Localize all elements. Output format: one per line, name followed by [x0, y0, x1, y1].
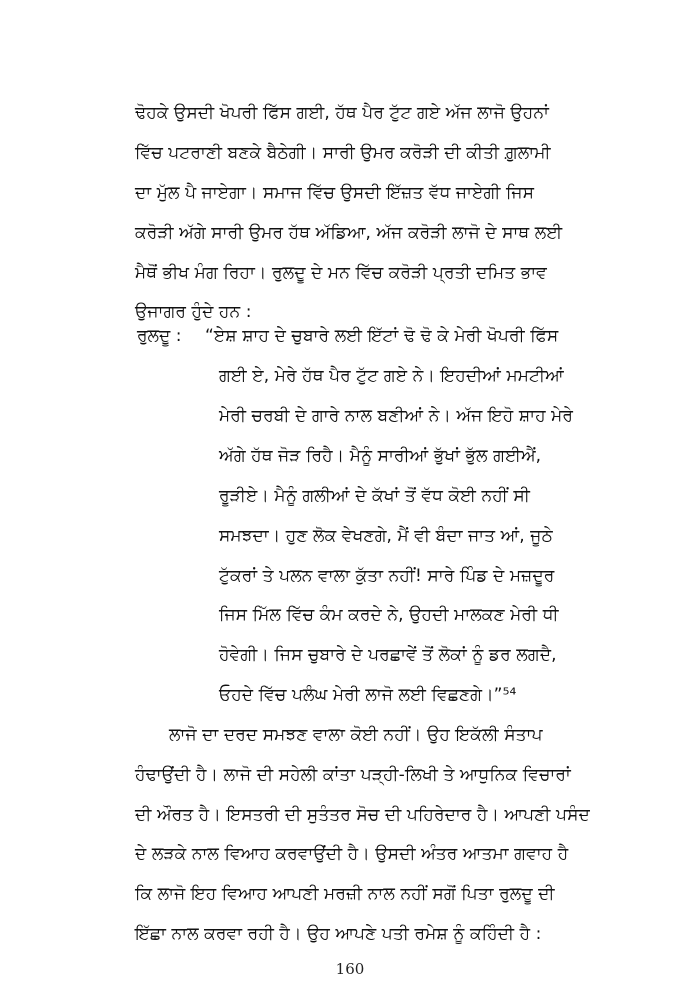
paragraph-line: ਲਾਜੋ ਦਾ ਦਰਦ ਸਮਝਣ ਵਾਲਾ ਕੋਈ ਨਹੀਂ। ਉਹ ਇਕੱਲੀ ਸੰਤਾਪ — [169, 725, 543, 745]
paragraph-line: ਦਾ ਮੁੱਲ ਪੈ ਜਾਏਗਾ। ਸਮਾਜ ਵਿੱਚ ਉਸਦੀ ਇੱਜ਼ਤ ਵੱਧ ਜਾਏਗੀ ਜਿਸ — [135, 183, 535, 203]
quote-line: ਰੂੜੀਏ। ਮੈਨੂੰ ਗਲੀਆਂ ਦੇ ਕੱਖਾਂ ਤੋਂ ਵੱਧ ਕੋਈ ਨਹੀਂ ਸੀ — [219, 486, 530, 506]
quote-line: ਓਹਦੇ ਵਿੱਚ ਪਲੰਘ ਮੇਰੀ ਲਾਜੋ ਲਈ ਵਿਛਣਗੇ।”⁵⁴ — [219, 685, 517, 705]
page-number: 160 — [335, 960, 365, 978]
paragraph-line: ਮੈਥੋਂ ਭੀਖ ਮੰਗ ਰਿਹਾ। ਰੁਲਦੂ ਦੇ ਮਨ ਵਿੱਚ ਕਰੋੜੀ ਪ੍ਰਤੀ ਦਮਿਤ ਭਾਵ — [135, 263, 547, 283]
quote-line: ਅੱਗੇ ਹੱਥ ਜੋੜ ਰਿਹੈ। ਮੈਨੂੰ ਸਾਰੀਆਂ ਭੁੱਖਾਂ ਭੁੱਲ ਗਈਐਂ, — [219, 446, 542, 466]
paragraph-line: ਉਜਾਗਰ ਹੁੰਦੇ ਹਨ : — [135, 302, 252, 322]
quote-line: ਮੇਰੀ ਚਰਬੀ ਦੇ ਗਾਰੇ ਨਾਲ ਬਣੀਆਂ ਨੇ। ਅੱਜ ਇਹੋ ਸ਼ਾਹ ਮੇਰੇ — [219, 406, 574, 426]
paragraph-line: ਢੋਹਕੇ ਉਸਦੀ ਖੋਪਰੀ ਫਿੱਸ ਗਈ, ਹੱਥ ਪੈਰ ਟੁੱਟ ਗਏ ਅੱਜ ਲਾਜੋ ਉਹਨਾਂ — [135, 103, 549, 123]
quote-line: ਜਿਸ ਮਿੱਲ ਵਿੱਚ ਕੰਮ ਕਰਦੇ ਨੇ, ਉਹਦੀ ਮਾਲਕਣ ਮੇਰੀ ਧੀ — [219, 605, 559, 625]
quote-line: ਗਈ ਏ, ਮੇਰੇ ਹੱਥ ਪੈਰ ਟੁੱਟ ਗਏ ਨੇ। ਇਹਦੀਆਂ ਮਮਟੀਆਂ — [219, 366, 564, 386]
paragraph-line: ਦੇ ਲੜਕੇ ਨਾਲ ਵਿਆਹ ਕਰਵਾਉਂਦੀ ਹੈ। ਉਸਦੀ ਅੰਤਰ ਆਤਮਾ ਗਵਾਹ ਹੈ — [135, 844, 569, 864]
paragraph-line: ਇੱਛਾ ਨਾਲ ਕਰਵਾ ਰਹੀ ਹੈ। ਉਹ ਆਪਣੇ ਪਤੀ ਰਮੇਸ਼ ਨੂੰ ਕਹਿੰਦੀ ਹੈ : — [135, 924, 542, 944]
quote-line: ਸਮਝਦਾ। ਹੁਣ ਲੋਕ ਵੇਖਣਗੇ, ਮੈਂ ਵੀ ਬੰਦਾ ਜਾਤ ਆਂ, ਜੂਠੇ — [219, 526, 553, 546]
paragraph-line: ਵਿੱਚ ਪਟਰਾਣੀ ਬਣਕੇ ਬੈਠੇਗੀ। ਸਾਰੀ ਉਮਰ ਕਰੋੜੀ ਦੀ ਕੀਤੀ ਗ਼ੁਲਾਮੀ — [135, 143, 551, 163]
quote-speaker: ਰੁਲਦੂ : — [137, 326, 182, 346]
paragraph-line: ਕਿ ਲਾਜੋ ਇਹ ਵਿਆਹ ਆਪਣੀ ਮਰਜ਼ੀ ਨਾਲ ਨਹੀਂ ਸਗੋਂ ਪਿਤਾ ਰੁਲਦੂ ਦੀ — [135, 884, 555, 904]
paragraph-line: ਕਰੋੜੀ ਅੱਗੇ ਸਾਰੀ ਉਮਰ ਹੱਥ ਅੱਡਿਆ, ਅੱਜ ਕਰੋੜੀ ਲਾਜੋ ਦੇ ਸਾਥ ਲਈ — [135, 223, 563, 243]
quote-line: ਟੁੱਕਰਾਂ ਤੇ ਪਲਨ ਵਾਲਾ ਕੁੱਤਾ ਨਹੀਂ! ਸਾਰੇ ਪਿੰਡ ਦੇ ਮਜ਼ਦੂਰ — [219, 566, 555, 586]
paragraph-line: ਹੰਢਾਉਂਦੀ ਹੈ। ਲਾਜੋ ਦੀ ਸਹੇਲੀ ਕਾਂਤਾ ਪੜ੍ਹੀ-ਲਿਖੀ ਤੇ ਆਧੁਨਿਕ ਵਿਚਾਰਾਂ — [135, 765, 571, 785]
quote-line: ਹੋਵੇਗੀ। ਜਿਸ ਚੁਬਾਰੇ ਦੇ ਪਰਛਾਵੇਂ ਤੋਂ ਲੋਕਾਂ ਨੂੰ ਡਰ ਲਗਦੈ, — [219, 645, 557, 665]
paragraph-line: ਦੀ ਔਰਤ ਹੈ। ਇਸਤਰੀ ਦੀ ਸੁਤੰਤਰ ਸੋਚ ਦੀ ਪਹਿਰੇਦਾਰ ਹੈ। ਆਪਣੀ ਪਸੰਦ — [135, 805, 590, 825]
quote-line: “ਏਸ਼ ਸ਼ਾਹ ਦੇ ਚੁਬਾਰੇ ਲਈ ਇੱਟਾਂ ਢੋ ਢੋ ਕੇ ਮੇਰੀ ਖੋਪਰੀ ਫਿੱਸ — [205, 326, 559, 346]
